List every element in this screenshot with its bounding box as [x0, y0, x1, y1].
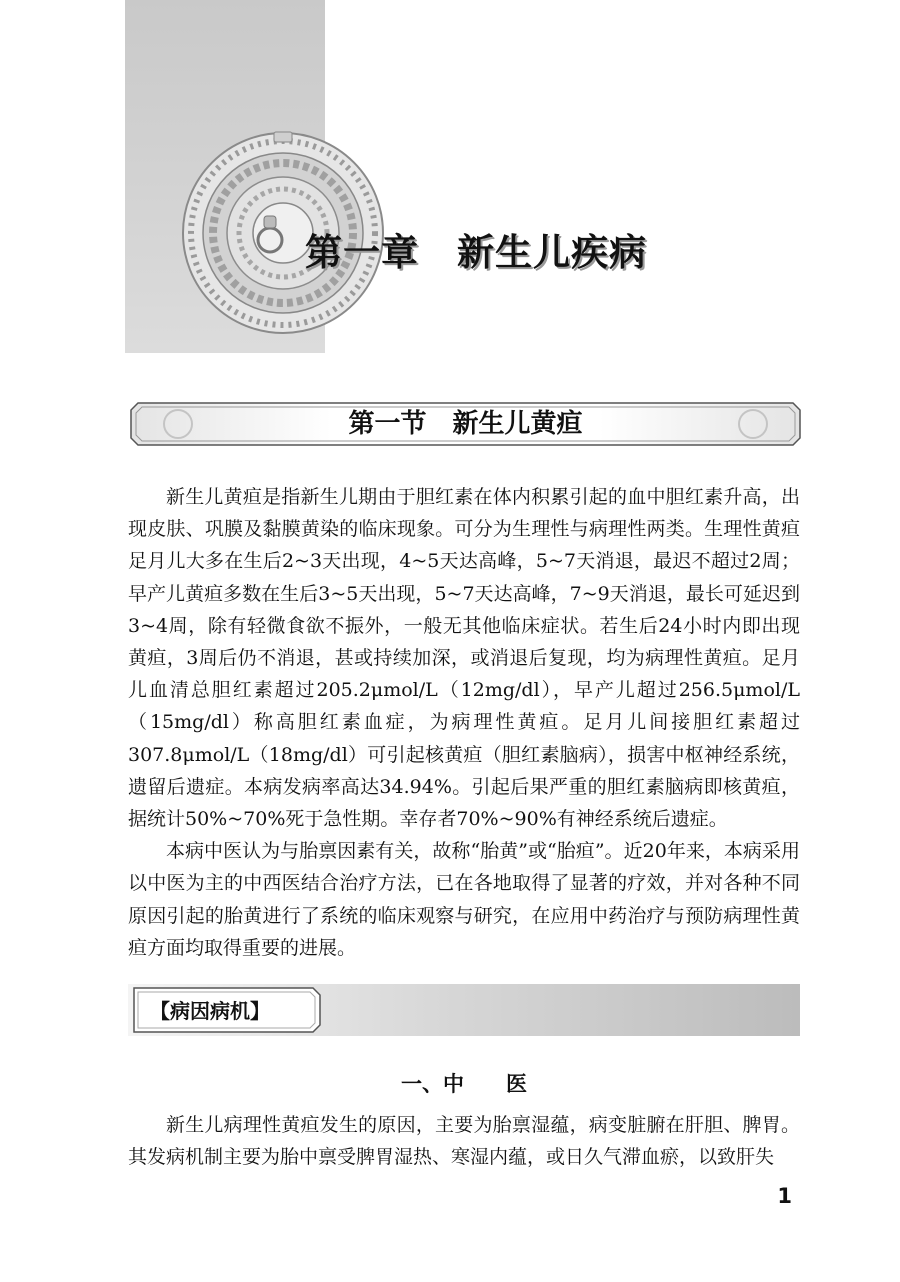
sub-heading: 一、中 医 [401, 1072, 527, 1096]
paragraph: 本病中医认为与胎禀因素有关，故称“胎黄”或“胎疸”。近20年来，本病采用以中医为主的中西医结合治疗方法，已在各地取得了显著的疗效，并对各种不同原因引起的胎黄进行了系统的临床观察与研究，在应用中药治疗与预防病理性黄疸方面均取得重要的进展。 [128, 840, 800, 959]
section-title-box [128, 400, 803, 448]
section-title: 第一节 新生儿黄疸 [348, 409, 583, 439]
heading-label: 【病因病机】 [150, 999, 270, 1023]
intro-text [128, 481, 800, 964]
paragraph: 新生儿黄疸是指新生儿期由于胆红素在体内积累引起的血中胆红素升高，出现皮肤、巩膜及黏膜黄染的临床现象。可分为生理性与病理性两类。生理性黄疸足月儿大多在生后2~3天出现，4~5天达高峰，5~7天消退，最迟不超过2周；早产儿黄疸多数在生后3~5天出现，5~7天达高峰，7~9天消退，最长可延迟到3~4周，除有轻微食欲不振外，一般无其他临床症状。若生后24小时内即出现黄疸，3周后仍不消退，甚或持续加深，或消退后复现，均为病理性黄疸。足月儿血清总胆红素超过205.2μmol/L（12mg/dl），早产儿超过256.5μmol/L（15mg/dl）称高胆红素血症，为病理性黄疸。足月儿间接胆红素超过307.8μmol/L（18mg/dl）可引起核黄疸（胆红素脑病），损害中枢神经系统，遗留后遗症。本病发病率高达34.94%。引起后果严重的胆红素脑病即核黄疸，据统计50%~70%死于急性期。幸存者70%~90%有神经系统后遗症。 [128, 486, 800, 831]
page-number: 1 [777, 1184, 792, 1208]
paragraph: 新生儿病理性黄疸发生的原因，主要为胎禀湿蕴，病变脏腑在肝胆、脾胃。其发病机制主要为胎中禀受脾胃湿热、寒湿内蕴，或日久气滞血瘀，以致肝失 [128, 1114, 800, 1169]
cause-text [128, 1109, 800, 1173]
chapter-title: 第一章 新生儿疾病 [305, 231, 647, 274]
